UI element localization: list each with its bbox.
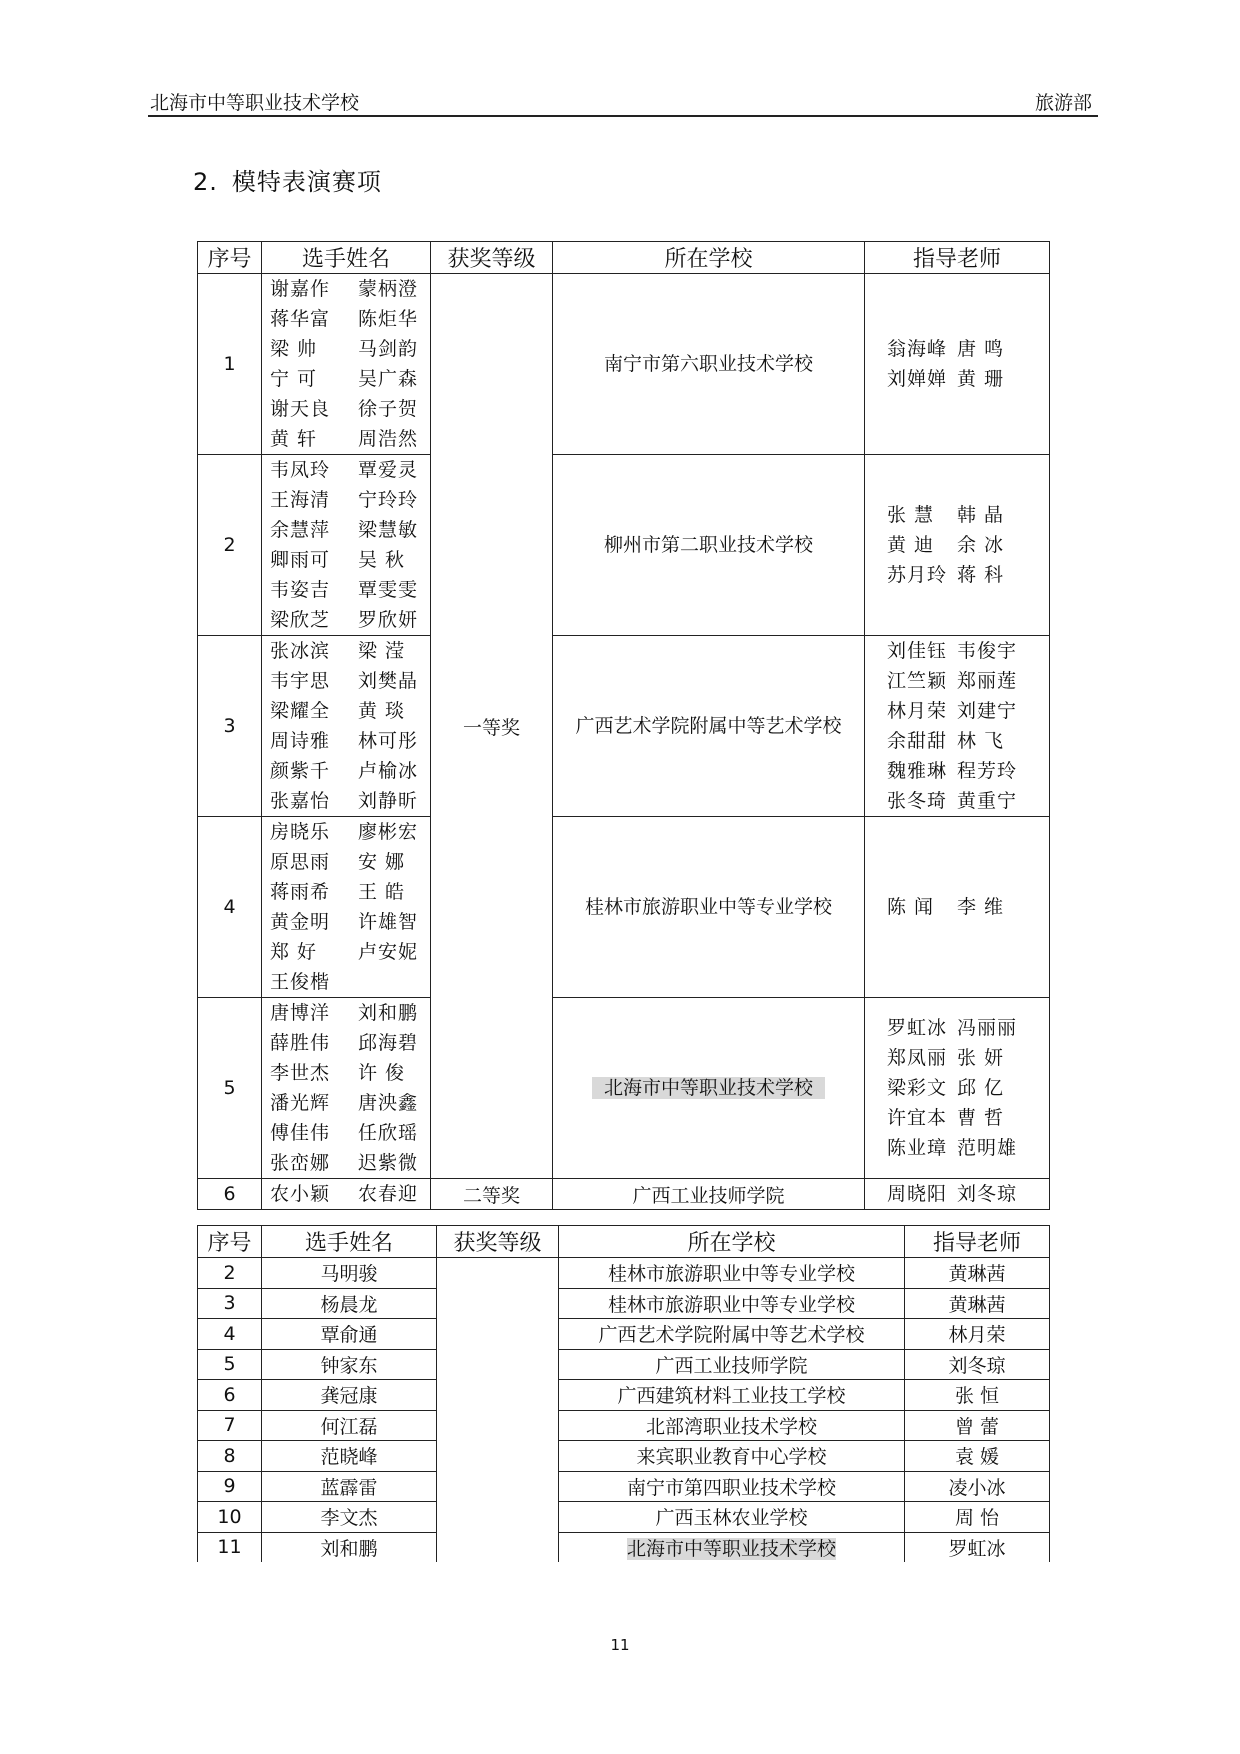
coach-pair — [865, 530, 1049, 560]
col-header-name: 选手姓名 — [262, 1226, 437, 1258]
school-cell — [559, 1288, 905, 1319]
school-cell — [553, 817, 865, 998]
coach-name: 黄琳茜 — [905, 1288, 1050, 1319]
table-row — [198, 1349, 1050, 1380]
contestant-name: 任欣瑶 — [358, 1122, 419, 1144]
contestant-names — [262, 636, 431, 817]
name-pair — [270, 364, 430, 394]
row-number: 3 — [198, 636, 262, 817]
coach-pair — [865, 696, 1049, 726]
school-name: 广西建筑材料工业技工学校 — [617, 1385, 846, 1408]
school-name: 桂林市旅游职业中等专业学校 — [584, 896, 832, 918]
coach-names — [865, 1179, 1050, 1210]
coach-name: 刘冬琼 — [905, 1349, 1050, 1380]
contestant-name: 宁 可 — [270, 368, 318, 390]
header-rule — [148, 115, 1098, 117]
name-pair — [270, 274, 430, 304]
coach-name: 李 维 — [957, 896, 1005, 918]
col-header-number: 序号 — [198, 1226, 262, 1258]
contestant-name: 郑 好 — [270, 941, 318, 963]
row-number: 3 — [198, 1288, 262, 1319]
contestant-name: 余慧萍 — [270, 519, 331, 541]
contestant-name: 覃爱灵 — [358, 459, 419, 481]
name-pair — [270, 636, 430, 666]
contestant-name: 房晓乐 — [270, 821, 331, 843]
contestant-name: 刘樊晶 — [358, 670, 419, 692]
coach-name: 苏月玲 — [887, 564, 948, 586]
contestant-name: 张冰滨 — [270, 640, 331, 662]
name-pair — [270, 937, 430, 967]
coach-name: 韩 晶 — [957, 504, 1005, 526]
second-table — [197, 1225, 1050, 1562]
contestant-name: 颜紫千 — [270, 760, 331, 782]
contestant-names — [262, 817, 431, 998]
coach-name: 张 妍 — [957, 1047, 1005, 1069]
coach-name: 张 恒 — [905, 1380, 1050, 1411]
school-cell — [559, 1471, 905, 1502]
coach-pair — [865, 500, 1049, 530]
coach-pair — [865, 364, 1049, 394]
school-name: 南宁市第六职业技术学校 — [603, 353, 813, 375]
table2-header-row — [198, 1226, 1050, 1258]
table-row — [198, 1380, 1050, 1411]
coach-name: 余甜甜 — [887, 730, 948, 752]
contestant-name: 覃雯雯 — [358, 579, 419, 601]
school-name: 广西艺术学院附属中等艺术学校 — [598, 1324, 865, 1347]
school-name: 广西艺术学院附属中等艺术学校 — [575, 715, 842, 737]
name-pair — [270, 515, 430, 545]
school-name: 桂林市旅游职业中等专业学校 — [607, 1263, 855, 1286]
name-pair — [270, 1148, 430, 1178]
coach-name: 江竺颖 — [887, 670, 948, 692]
coach-name: 韦俊宇 — [957, 640, 1018, 662]
coach-names — [865, 455, 1050, 636]
name-pair — [270, 786, 430, 816]
coach-name: 郑凤丽 — [887, 1047, 948, 1069]
coach-name: 唐 鸣 — [957, 338, 1005, 360]
contestant-names — [262, 274, 431, 455]
contestant-name: 吴 秋 — [358, 549, 406, 571]
table-row — [198, 1532, 1050, 1562]
contestant-names — [262, 455, 431, 636]
contestant-name: 刘静昕 — [358, 790, 419, 812]
contestant-name: 王 皓 — [358, 881, 406, 903]
name-pair — [270, 605, 430, 635]
school-name: 柳州市第二职业技术学校 — [603, 534, 813, 556]
school-cell — [553, 274, 865, 455]
coach-name: 黄 迪 — [887, 534, 935, 556]
coach-name: 魏雅琳 — [887, 760, 948, 782]
table-row — [198, 1410, 1050, 1441]
coach-name: 黄 珊 — [957, 368, 1005, 390]
school-cell — [553, 455, 865, 636]
contestant-name: 王海清 — [270, 489, 331, 511]
school-cell — [559, 1349, 905, 1380]
school-name: 北海市中等职业技术学校 — [592, 1077, 825, 1099]
col-header-coach: 指导老师 — [905, 1226, 1050, 1258]
row-number: 8 — [198, 1441, 262, 1472]
name-pair — [270, 817, 430, 847]
contestant-name: 蒋华富 — [270, 308, 331, 330]
contestant-names — [262, 1179, 431, 1210]
coach-pair — [865, 786, 1049, 816]
row-number: 9 — [198, 1471, 262, 1502]
table-row — [198, 1258, 1050, 1289]
coach-pair — [865, 1073, 1049, 1103]
coach-name: 许宜本 — [887, 1107, 948, 1129]
col-header-school: 所在学校 — [559, 1226, 905, 1258]
coach-names — [865, 274, 1050, 455]
coach-name: 冯丽丽 — [957, 1017, 1018, 1039]
section-title — [193, 162, 382, 197]
contestant-name: 梁 滢 — [358, 640, 406, 662]
contestant-name: 韦凤玲 — [270, 459, 331, 481]
school-name: 桂林市旅游职业中等专业学校 — [607, 1293, 855, 1316]
contestant-name: 韦姿吉 — [270, 579, 331, 601]
award-level: 二等奖 — [431, 1179, 553, 1210]
contestant-name: 潘光辉 — [270, 1092, 331, 1114]
name-pair — [270, 455, 430, 485]
col-header-number: 序号 — [198, 242, 262, 274]
header-school: 北海市中等职业技术学校 — [150, 92, 360, 114]
coach-pair — [865, 1103, 1049, 1133]
name-pair — [270, 1179, 430, 1209]
table-row — [198, 1471, 1050, 1502]
table-row — [198, 1288, 1050, 1319]
coach-pair — [865, 560, 1049, 590]
coach-pair — [865, 636, 1049, 666]
contestant-name: 张峦娜 — [270, 1152, 331, 1174]
contestant-name: 宁玲玲 — [358, 489, 419, 511]
contestant-name: 吴广森 — [358, 368, 419, 390]
contestant-name: 蒙柄澄 — [358, 278, 419, 300]
name-pair — [270, 967, 430, 997]
school-name: 北海市中等职业技术学校 — [626, 1537, 836, 1560]
name-pair — [270, 877, 430, 907]
contestant-name: 原思雨 — [270, 851, 331, 873]
contestant-name: 徐子贺 — [358, 398, 419, 420]
coach-name: 余 冰 — [957, 534, 1005, 556]
col-header-award: 获奖等级 — [431, 242, 553, 274]
coach-name: 林月荣 — [905, 1319, 1050, 1350]
coach-name: 袁 媛 — [905, 1441, 1050, 1472]
row-number: 5 — [198, 1349, 262, 1380]
name-pair — [270, 756, 430, 786]
contestant-name: 黄金明 — [270, 911, 331, 933]
first-award-table — [197, 241, 1050, 1210]
coach-pair — [865, 1013, 1049, 1043]
contestant-name: 梁 帅 — [270, 338, 318, 360]
contestant-name: 迟紫微 — [358, 1152, 419, 1174]
contestant-name: 傅佳伟 — [270, 1122, 331, 1144]
name-pair — [270, 696, 430, 726]
school-name: 北部湾职业技术学校 — [645, 1415, 817, 1438]
coach-name: 蒋 科 — [957, 564, 1005, 586]
name-pair — [270, 334, 430, 364]
coach-name: 梁彩文 — [887, 1077, 948, 1099]
name-pair — [270, 998, 430, 1028]
contestant-name: 邱海碧 — [358, 1032, 419, 1054]
name-pair — [270, 485, 430, 515]
coach-name: 周晓阳 — [887, 1183, 948, 1205]
table1-header-row — [198, 242, 1050, 274]
contestant-names — [262, 998, 431, 1179]
coach-pair — [865, 756, 1049, 786]
coach-name: 郑丽莲 — [957, 670, 1018, 692]
contestant-name: 钟家东 — [262, 1349, 437, 1380]
name-pair — [270, 847, 430, 877]
coach-name: 周 怡 — [905, 1502, 1050, 1533]
coach-name: 林 飞 — [957, 730, 1005, 752]
contestant-name: 廖彬宏 — [358, 821, 419, 843]
coach-name: 罗虹冰 — [905, 1532, 1050, 1562]
contestant-name: 唐博洋 — [270, 1002, 331, 1024]
contestant-name: 李世杰 — [270, 1062, 331, 1084]
table-row — [198, 998, 1050, 1179]
contestant-name: 谢嘉作 — [270, 278, 331, 300]
col-header-coach: 指导老师 — [865, 242, 1050, 274]
coach-name: 张 慧 — [887, 504, 935, 526]
coach-name: 刘婵婵 — [887, 368, 948, 390]
name-pair — [270, 1118, 430, 1148]
header-department: 旅游部 — [1034, 92, 1092, 114]
contestant-name: 林可彤 — [358, 730, 419, 752]
table-row — [198, 1319, 1050, 1350]
contestant-name: 农春迎 — [358, 1183, 419, 1205]
row-number: 7 — [198, 1410, 262, 1441]
contestant-name: 马剑韵 — [358, 338, 419, 360]
name-pair — [270, 1058, 430, 1088]
contestant-name: 陈炬华 — [358, 308, 419, 330]
school-cell — [559, 1502, 905, 1533]
school-cell — [559, 1319, 905, 1350]
coach-names — [865, 817, 1050, 998]
school-cell — [559, 1532, 905, 1562]
award-level: 一等奖 — [431, 274, 553, 1179]
school-cell — [559, 1441, 905, 1472]
name-pair — [270, 726, 430, 756]
section-number: 2. — [193, 168, 218, 196]
coach-pair — [865, 334, 1049, 364]
contestant-name: 李文杰 — [262, 1502, 437, 1533]
coach-pair — [865, 1043, 1049, 1073]
coach-name: 陈业璋 — [887, 1137, 948, 1159]
coach-pair — [865, 726, 1049, 756]
contestant-name: 周诗雅 — [270, 730, 331, 752]
school-cell — [553, 998, 865, 1179]
coach-names — [865, 998, 1050, 1179]
coach-name: 刘冬琼 — [957, 1183, 1018, 1205]
page-number: 11 — [610, 1636, 630, 1654]
row-number: 6 — [198, 1380, 262, 1411]
row-number: 5 — [198, 998, 262, 1179]
contestant-name: 梁耀全 — [270, 700, 331, 722]
school-name: 广西工业技师学院 — [553, 1179, 865, 1210]
coach-name: 翁海峰 — [887, 338, 948, 360]
coach-name: 曹 哲 — [957, 1107, 1005, 1129]
coach-name: 刘建宁 — [957, 700, 1018, 722]
coach-name: 黄重宁 — [957, 790, 1018, 812]
name-pair — [270, 394, 430, 424]
coach-name: 陈 闻 — [887, 896, 935, 918]
contestant-name: 蓝霹雷 — [262, 1471, 437, 1502]
name-pair — [270, 424, 430, 454]
contestant-name: 韦宇思 — [270, 670, 331, 692]
name-pair — [270, 666, 430, 696]
name-pair — [270, 575, 430, 605]
row-number: 6 — [198, 1179, 262, 1210]
contestant-name: 王俊楷 — [270, 971, 331, 993]
coach-name: 范明雄 — [957, 1137, 1018, 1159]
contestant-name: 刘和鹏 — [358, 1002, 419, 1024]
row-number: 10 — [198, 1502, 262, 1533]
contestant-name: 周浩然 — [358, 428, 419, 450]
school-name: 南宁市第四职业技术学校 — [626, 1476, 836, 1499]
col-header-award: 获奖等级 — [437, 1226, 559, 1258]
school-cell — [559, 1258, 905, 1289]
coach-name: 邱 亿 — [957, 1077, 1005, 1099]
contestant-name: 谢天良 — [270, 398, 331, 420]
contestant-name: 龚冠康 — [262, 1380, 437, 1411]
contestant-name: 何江磊 — [262, 1410, 437, 1441]
contestant-name: 黄 轩 — [270, 428, 318, 450]
school-name: 来宾职业教育中心学校 — [636, 1446, 827, 1469]
row-number: 11 — [198, 1532, 262, 1562]
name-pair — [270, 907, 430, 937]
school-cell — [559, 1380, 905, 1411]
school-cell — [559, 1410, 905, 1441]
contestant-name: 范晓峰 — [262, 1441, 437, 1472]
contestant-name: 安 娜 — [358, 851, 406, 873]
award-level — [437, 1258, 559, 1563]
coach-pair — [865, 666, 1049, 696]
row-number: 1 — [198, 274, 262, 455]
school-name: 广西玉林农业学校 — [655, 1507, 808, 1530]
table-row — [198, 455, 1050, 636]
contestant-name: 覃俞通 — [262, 1319, 437, 1350]
col-header-school: 所在学校 — [553, 242, 865, 274]
contestant-name: 薛胜伟 — [270, 1032, 331, 1054]
row-number: 2 — [198, 455, 262, 636]
contestant-name: 梁欣芝 — [270, 609, 331, 631]
name-pair — [270, 304, 430, 334]
contestant-name: 卿雨可 — [270, 549, 331, 571]
coach-name: 黄琳茜 — [905, 1258, 1050, 1289]
contestant-name: 卢榆冰 — [358, 760, 419, 782]
coach-pair — [865, 892, 1049, 922]
contestant-name: 黄 琰 — [358, 700, 406, 722]
coach-name: 罗虹冰 — [887, 1017, 948, 1039]
contestant-name: 唐泱鑫 — [358, 1092, 419, 1114]
contestant-name: 许雄智 — [358, 911, 419, 933]
school-name: 广西工业技师学院 — [655, 1354, 808, 1377]
table-row — [198, 1502, 1050, 1533]
coach-pair — [865, 1179, 1049, 1209]
coach-names — [865, 636, 1050, 817]
contestant-name: 张嘉怡 — [270, 790, 331, 812]
row-number: 2 — [198, 1258, 262, 1289]
row-number: 4 — [198, 1319, 262, 1350]
col-header-name: 选手姓名 — [262, 242, 431, 274]
row-number: 4 — [198, 817, 262, 998]
coach-name: 刘佳钰 — [887, 640, 948, 662]
contestant-name: 杨晨龙 — [262, 1288, 437, 1319]
table-row — [198, 1179, 1050, 1210]
contestant-name: 梁慧敏 — [358, 519, 419, 541]
contestant-name: 罗欣妍 — [358, 609, 419, 631]
contestant-name: 卢安妮 — [358, 941, 419, 963]
name-pair — [270, 1088, 430, 1118]
section-title-text: 模特表演赛项 — [231, 168, 382, 196]
contestant-name: 农小颖 — [270, 1183, 331, 1205]
contestant-name: 刘和鹏 — [262, 1532, 437, 1562]
coach-name: 凌小冰 — [905, 1471, 1050, 1502]
coach-name: 曾 蕾 — [905, 1410, 1050, 1441]
table-row — [198, 274, 1050, 455]
name-pair — [270, 545, 430, 575]
coach-name: 程芳玲 — [957, 760, 1018, 782]
contestant-name: 许 俊 — [358, 1062, 406, 1084]
coach-pair — [865, 1133, 1049, 1163]
contestant-name: 蒋雨希 — [270, 881, 331, 903]
coach-name: 张冬琦 — [887, 790, 948, 812]
table-row — [198, 817, 1050, 998]
school-cell — [553, 636, 865, 817]
table-row — [198, 1441, 1050, 1472]
contestant-name: 马明骏 — [262, 1258, 437, 1289]
name-pair — [270, 1028, 430, 1058]
table-row — [198, 636, 1050, 817]
coach-name: 林月荣 — [887, 700, 948, 722]
